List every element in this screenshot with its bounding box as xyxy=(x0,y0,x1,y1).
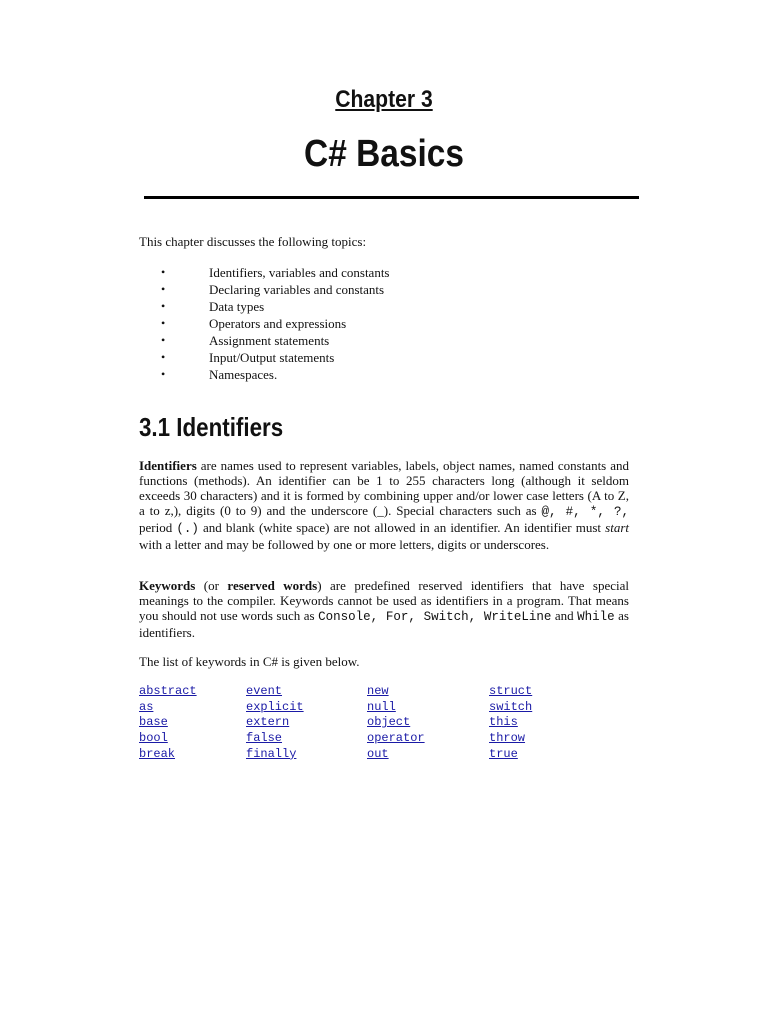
bullet-icon: • xyxy=(161,299,166,313)
keyword-link[interactable]: event xyxy=(246,684,283,698)
period-symbol: (.) xyxy=(176,522,199,536)
keyword-link[interactable]: out xyxy=(367,746,389,761)
keywords-column xyxy=(139,684,197,762)
bullet-icon: • xyxy=(161,350,166,364)
example-words: Console, For, Switch, WriteLine xyxy=(318,610,552,624)
intro-text: This chapter discusses the following topics: xyxy=(139,234,367,249)
special-characters: @, #, *, ?, xyxy=(541,505,629,519)
keyword-link[interactable]: extern xyxy=(246,715,290,730)
keyword-link[interactable]: explicit xyxy=(246,699,304,714)
term-reserved-words: reserved words xyxy=(227,578,318,593)
bullet-icon: • xyxy=(161,367,166,381)
keyword-link[interactable]: abstract xyxy=(139,684,197,698)
chapter-title: C# Basics xyxy=(304,133,464,175)
document-page: Chapter 3 C# Basics This chapter discusses the following topics: • Identifiers, variables and constants • Declaring variables and constants • Data types • Operators and expressions • Assignment statements • Input/Output statements • Namespaces. 3.1 Identifiers Identifiers are names used to represent variables, labels, object names, named constants and functions (methods). An identifier can be 1 to 255 characters long (although it seldom exceeds 30 characters) and it is formed by combining upper and/or lower case letters (A to Z, a to z,), digits (0 to 9) and the underscore (_). Special characters such as @, #, *, ?, period (.) and blank (white space) are not allowed in an identifier. An identifier must start with a letter and may be followed by one or more letters, digits or underscores. Keywords (or reserved words) are predefined reserved identifiers that have special meanings to the compiler. Keywords cannot be used as identifiers in a program. That means you should not use words such as Console, For, Switch, WriteLine and While as identifiers. The list of keywords in C# is given below. abstract as base bool break event explicit extern false finally new null object operator out struct switch this throw true xyxy=(0,0,768,1024)
keyword-link[interactable]: finally xyxy=(246,746,297,761)
term-keywords: Keywords xyxy=(139,578,196,593)
keyword-link[interactable]: base xyxy=(139,715,168,730)
section-heading: 3.1 Identifiers xyxy=(139,412,284,442)
keywords-column xyxy=(489,684,532,762)
keywords-list-intro: The list of keywords in C# is given below. xyxy=(139,654,360,669)
keyword-link[interactable]: new xyxy=(367,684,389,698)
keywords-column xyxy=(367,684,425,762)
keyword-link[interactable]: object xyxy=(367,715,411,730)
bullet-icon: • xyxy=(161,282,166,296)
keyword-link[interactable]: break xyxy=(139,746,176,761)
keyword-link[interactable]: as xyxy=(139,699,154,714)
keyword-link[interactable]: bool xyxy=(139,731,168,746)
bullet-icon: • xyxy=(161,333,166,347)
emphasis-start: start xyxy=(605,520,629,535)
keyword-link[interactable]: operator xyxy=(367,731,425,746)
title-divider xyxy=(144,196,639,199)
keywords-paragraph: Keywords (or reserved words) are predefined reserved identifiers that have special meanings to the compiler. Keywords cannot be used as identifiers in a program. That means you should not use words such as Console, For, Switch, WriteLine and While as identifiers. xyxy=(139,578,629,640)
keyword-link[interactable]: switch xyxy=(489,699,533,714)
chapter-label: Chapter 3 xyxy=(335,86,433,113)
keyword-link[interactable]: struct xyxy=(489,684,533,698)
keyword-link[interactable]: true xyxy=(489,746,518,761)
keyword-link[interactable]: throw xyxy=(489,731,526,746)
identifiers-paragraph: Identifiers are names used to represent variables, labels, object names, named constants and functions (methods). An identifier can be 1 to 255 characters long (although it seldom exceeds 30 characters) and it is formed by combining upper and/or lower case letters (A to Z, a to z,), digits (0 to 9) and the underscore (_). Special characters such as @, #, *, ?, period (.) and blank (white space) are not allowed in an identifier. An identifier must start with a letter and may be followed by one or more letters, digits or underscores. xyxy=(139,458,629,552)
while-word: While xyxy=(577,610,615,624)
keyword-link[interactable]: false xyxy=(246,731,283,746)
keywords-column xyxy=(246,684,304,762)
term-identifiers: Identifiers xyxy=(139,458,197,473)
bullet-icon: • xyxy=(161,316,166,330)
bullet-icon: • xyxy=(161,265,166,279)
keyword-link[interactable]: this xyxy=(489,715,518,730)
keyword-link[interactable]: null xyxy=(367,699,396,714)
